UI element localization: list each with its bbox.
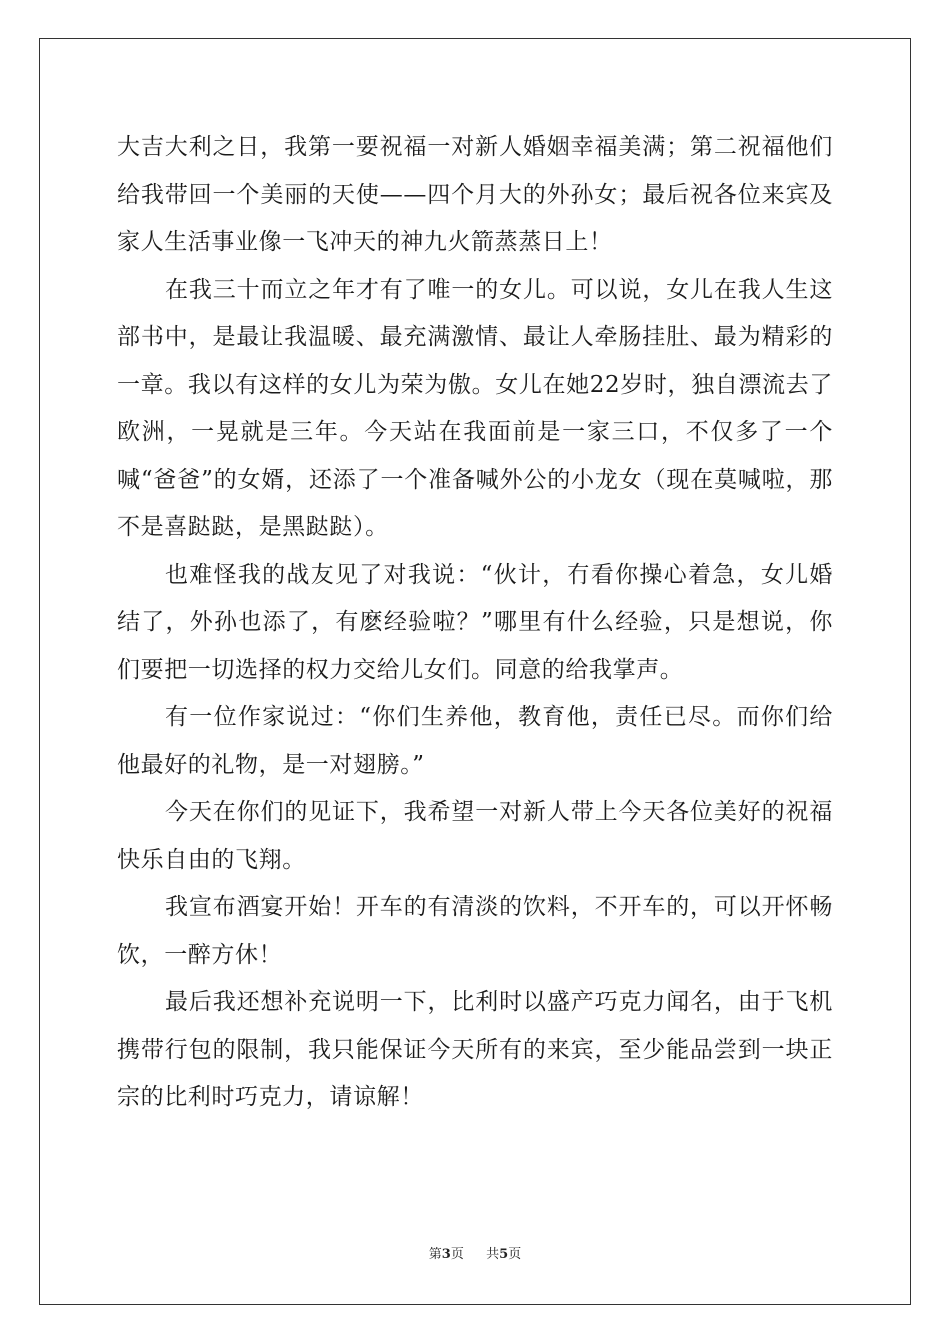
total-suffix: 页: [508, 1247, 522, 1262]
page-prefix: 第: [428, 1247, 442, 1262]
page-number: 3: [441, 1247, 451, 1262]
paragraph-7: 最后我还想补充说明一下，比利时以盛产巧克力闻名，由于飞机携带行包的限制，我只能保证今天所有的来宾，至少能品尝到一块正宗的比利时巧克力，请谅解！: [117, 989, 833, 1110]
page-footer: [0, 1243, 950, 1262]
paragraph-6: 我宣布酒宴开始！开车的有清淡的饮料，不开车的，可以开怀畅饮，一醉方休！: [117, 894, 833, 968]
paragraph-2: 在我三十而立之年才有了唯一的女儿。可以说，女儿在我人生这部书中，是最让我温暖、最充满激情、最让人牵肠挂肚、最为精彩的一章。我以有这样的女儿为荣为傲。女儿在她22岁时，独自漂流去了欧洲，一晃就是三年。今天站在我面前是一家三口，不仅多了一个喊“爸爸”的女婿，还添了一个准备喊外公的小龙女（现在莫喊啦，那不是喜跶跶，是黑跶跶）。: [117, 276, 833, 540]
paragraph-3: 也难怪我的战友见了对我说：“伙计，冇看你操心着急，女儿婚结了，外孙也添了，有麽经验啦？”哪里有什么经验，只是想说，你们要把一切选择的权力交给儿女们。同意的给我掌声。: [117, 561, 833, 683]
paragraph-1: 大吉大利之日，我第一要祝福一对新人婚姻幸福美满；第二祝福他们给我带回一个美丽的天使——四个月大的外孙女；最后祝各位来宾及家人生活事业像一飞冲天的神九火箭蒸蒸日上！: [117, 134, 833, 255]
page-suffix: 页: [450, 1247, 464, 1262]
document-body: [117, 124, 833, 1122]
total-pages: 5: [499, 1247, 509, 1262]
paragraph-4: 有一位作家说过：“你们生养他，教育他，责任已尽。而你们给他最好的礼物，是一对翅膀。”: [117, 704, 833, 778]
paragraph-5: 今天在你们的见证下，我希望一对新人带上今天各位美好的祝福快乐自由的飞翔。: [117, 799, 833, 873]
total-prefix: 共: [486, 1247, 500, 1262]
